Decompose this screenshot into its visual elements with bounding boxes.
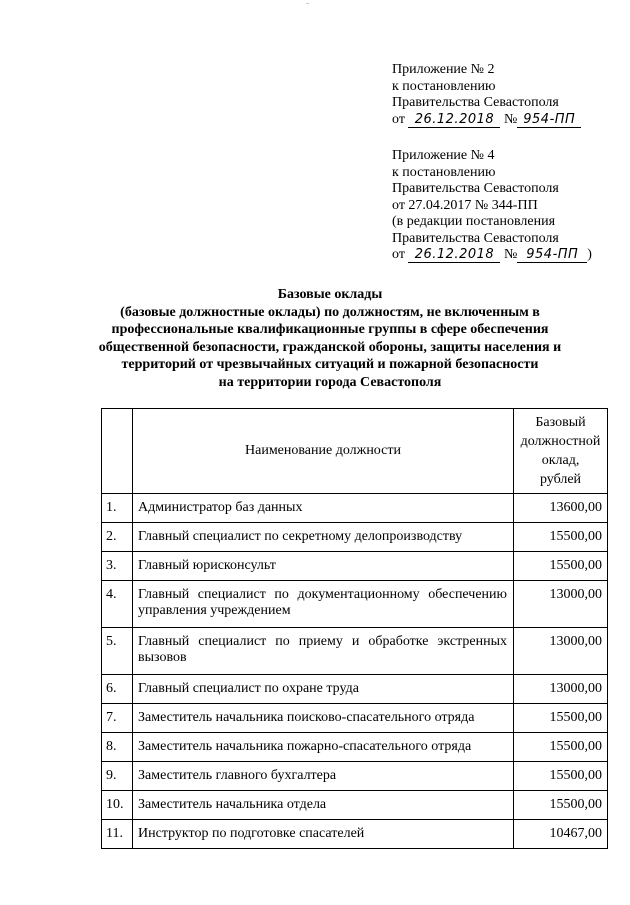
header-position-name: Наименование должности <box>133 409 514 494</box>
table-row <box>102 791 608 820</box>
position-name: Главный специалист по документационному обеспечению управления учреждением <box>133 581 514 628</box>
table-row <box>102 581 608 628</box>
title-line: общественной безопасности, гражданской обороны, защиты населения и <box>98 339 562 355</box>
annex-date-line <box>392 247 592 264</box>
header-salary-line: Базовый <box>535 415 586 430</box>
closing-paren: ) <box>587 247 592 262</box>
position-name: Заместитель начальника отдела <box>133 791 514 820</box>
table-row <box>102 552 608 581</box>
salary-value: 13000,00 <box>514 675 608 704</box>
header-number-cell <box>102 409 133 494</box>
row-number: 11. <box>102 820 133 849</box>
salary-value: 15500,00 <box>514 762 608 791</box>
annex-ref-line: к постановлению <box>392 78 496 94</box>
annex-title: Приложение № 4 <box>392 148 495 163</box>
title-line: (базовые должностные оклады) по должностям, не включенным в <box>120 304 540 320</box>
scan-mark <box>306 3 309 4</box>
row-number: 4. <box>102 581 133 628</box>
row-number: 6. <box>102 675 133 704</box>
table-row <box>102 628 608 675</box>
number-prefix: № <box>503 247 518 262</box>
salary-value: 13000,00 <box>514 628 608 675</box>
table-row <box>102 733 608 762</box>
annex-title: Приложение № 2 <box>392 62 495 77</box>
annex-ref-line: Правительства Севастополя <box>392 181 559 196</box>
handwritten-date: 26.12.2018 <box>408 248 500 263</box>
title-line: на территории города Севастополя <box>218 374 442 390</box>
title-line: профессиональные квалификационные группы в сфере обеспечения <box>111 322 549 337</box>
header-salary-line: рублей <box>539 472 582 487</box>
annex-ref-line: от 27.04.2017 № 344-ПП <box>392 197 538 213</box>
salary-table <box>101 408 608 849</box>
title-line: Базовые оклады <box>277 287 383 302</box>
position-name: Инструктор по подготовке спасателей <box>133 820 514 849</box>
position-name: Главный юрисконсульт <box>133 552 514 581</box>
row-number: 7. <box>102 704 133 733</box>
position-name: Заместитель главного бухгалтера <box>133 762 514 791</box>
annex-ref-line: Правительства Севастополя <box>392 230 559 246</box>
salary-value: 15500,00 <box>514 523 608 552</box>
from-prefix: от <box>392 111 405 127</box>
position-name: Главный специалист по охране труда <box>133 675 514 704</box>
salary-value: 15500,00 <box>514 733 608 762</box>
handwritten-number: 954-ПП <box>517 248 587 263</box>
position-name: Заместитель начальника поисково-спасательного отряда <box>133 704 514 733</box>
row-number: 8. <box>102 733 133 762</box>
salary-value: 15500,00 <box>514 791 608 820</box>
row-number: 5. <box>102 628 133 675</box>
row-number: 9. <box>102 762 133 791</box>
table-row <box>102 762 608 791</box>
table-header-row <box>102 409 608 494</box>
header-salary-line: должностной <box>520 434 601 449</box>
from-prefix: от <box>392 247 405 262</box>
salary-value: 13600,00 <box>514 494 608 523</box>
salary-value: 10467,00 <box>514 820 608 849</box>
row-number: 1. <box>102 494 133 523</box>
annex-ref-line: (в редакции постановления <box>392 214 556 229</box>
table-row <box>102 675 608 704</box>
title-line: территорий от чрезвычайных ситуаций и пожарной безопасности <box>121 357 539 372</box>
row-number: 10. <box>102 791 133 820</box>
table-row <box>102 704 608 733</box>
row-number: 2. <box>102 523 133 552</box>
annex-date-line <box>392 112 581 129</box>
header-salary <box>514 409 608 494</box>
position-name: Администратор баз данных <box>133 494 514 523</box>
salary-value: 15500,00 <box>514 552 608 581</box>
table-row <box>102 820 608 849</box>
salary-value: 15500,00 <box>514 704 608 733</box>
handwritten-number: 954-ПП <box>517 113 581 128</box>
number-prefix: № <box>503 111 518 127</box>
position-name: Заместитель начальника пожарно-спасательного отряда <box>133 733 514 762</box>
table-row <box>102 494 608 523</box>
table-row <box>102 523 608 552</box>
row-number: 3. <box>102 552 133 581</box>
header-salary-line: оклад, <box>541 453 580 468</box>
annex-4-reference <box>392 148 592 264</box>
salary-value: 13000,00 <box>514 581 608 628</box>
annex-2-reference <box>392 62 581 128</box>
position-name: Главный специалист по приему и обработке экстренных вызовов <box>133 628 514 675</box>
annex-ref-line: к постановлению <box>392 164 496 180</box>
document-title <box>60 286 600 391</box>
position-name: Главный специалист по секретному делопроизводству <box>133 523 514 552</box>
handwritten-date: 26.12.2018 <box>408 113 500 128</box>
annex-ref-line: Правительства Севастополя <box>392 95 559 110</box>
